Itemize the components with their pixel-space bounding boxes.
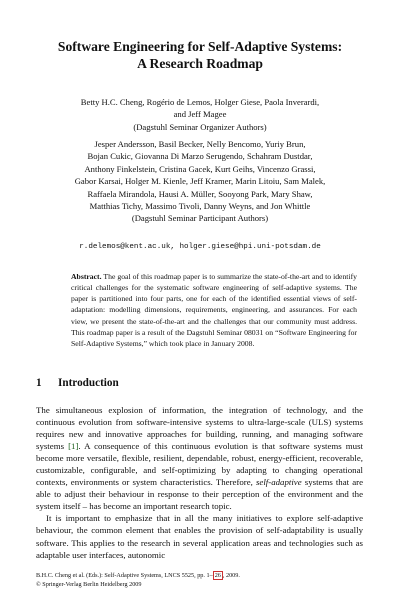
body-paragraph: [36, 404, 363, 512]
footer-citation: [36, 572, 366, 581]
participant-line: Bojan Cukic, Giovanna Di Marzo Serugendo, Schahram Dustdar,: [87, 151, 313, 162]
paper-title: [30, 38, 370, 72]
abstract: [71, 271, 357, 349]
section-title: Introduction: [58, 377, 119, 389]
footer-text: , 2009.: [222, 572, 240, 579]
organizer-authors: [20, 96, 380, 133]
section-heading: [36, 377, 119, 389]
title-line-2: A Research Roadmap: [137, 56, 263, 71]
participant-line: Jesper Andersson, Basil Becker, Nelly Bencomo, Yuriy Brun,: [94, 139, 306, 149]
participant-line: Raffaela Mirandola, Hausi A. Müller, Sooyong Park, Mary Shaw,: [87, 188, 313, 199]
body-text-run: systems that are able to adjust their behaviour in response to their perception of the environment and the system itself – has become an important research topic.: [36, 477, 363, 512]
abstract-label: Abstract.: [71, 272, 102, 281]
section-number: 1: [36, 377, 42, 389]
organizer-role: (Dagstuhl Seminar Organizer Authors): [133, 121, 267, 132]
contact-emails: r.delemos@kent.ac.uk, holger.giese@hpi.uni-potsdam.de: [79, 243, 321, 251]
page-footer: [36, 572, 366, 589]
citation-link[interactable]: [1]: [68, 441, 79, 452]
body-text-run: . A consequence of this continuous evolution is that software systems must become more versatile, flexible, resilient, dependable, robust, energy-efficient, recoverable, customizable, configurable, and self-optimizing by adapting to changing operational contexts, environments or system characteristics. Therefore,: [36, 441, 363, 488]
participant-line: Anthony Finkelstein, Cristina Gacek, Kurt Geihs, Vincenzo Grassi,: [84, 163, 316, 174]
abstract-text: The goal of this roadmap paper is to summarize the state-of-the-art and to identify critical challenges for the systematic software engineering of self-adaptive systems. The paper is partitioned into four parts, one for each of the identified essential views of self-adaptation: modelling dimensions, requirements, engineering, and assurances. For each view, we present the state-of-the-art and the challenges that our community must address. This roadmap paper is a result of the Dagstuhl Seminar 08031 on “Software Engineering for Self-Adaptive Systems,” which took place in January 2008.: [71, 272, 357, 348]
participant-line: Matthias Tichy, Massimo Tivoli, Danny Weyns, and Jon Whittle: [89, 201, 311, 212]
participant-line: Gabor Karsai, Holger M. Kienle, Jeff Kramer, Marin Litoiu, Sam Malek,: [74, 176, 326, 187]
participant-authors: [20, 138, 380, 225]
body-paragraph: It is important to emphasize that in all the many initiatives to explore self-adaptive behaviour, the common element that enables the provision of self-adaptability is usually software. This applies to the research in several application areas and technologies such as adaptable user interfaces, autonomic: [36, 513, 363, 560]
footer-text: B.H.C. Cheng et al. (Eds.): Self-Adaptive Systems, LNCS 5525, pp. 1–: [36, 572, 213, 579]
body-text: [36, 404, 363, 561]
organizer-line-1: Betty H.C. Cheng, Rogério de Lemos, Holger Giese, Paola Inverardi,: [80, 97, 320, 107]
emphasized-term: self-adaptive: [255, 477, 302, 488]
page-range-link[interactable]: 26: [214, 572, 221, 579]
title-line-1: Software Engineering for Self-Adaptive Systems:: [57, 39, 343, 54]
body-text-run: The simultaneous explosion of information, the integration of technology, and the continuous evolution from software-intensive systems to ultra-large-scale (ULS) systems requires new and innovative approaches for building, running, and managing software systems: [36, 405, 363, 452]
organizer-line-2: and Jeff Magee: [173, 109, 227, 120]
participant-role: (Dagstuhl Seminar Participant Authors): [131, 213, 269, 224]
footer-copyright: © Springer-Verlag Berlin Heidelberg 2009: [36, 580, 142, 588]
